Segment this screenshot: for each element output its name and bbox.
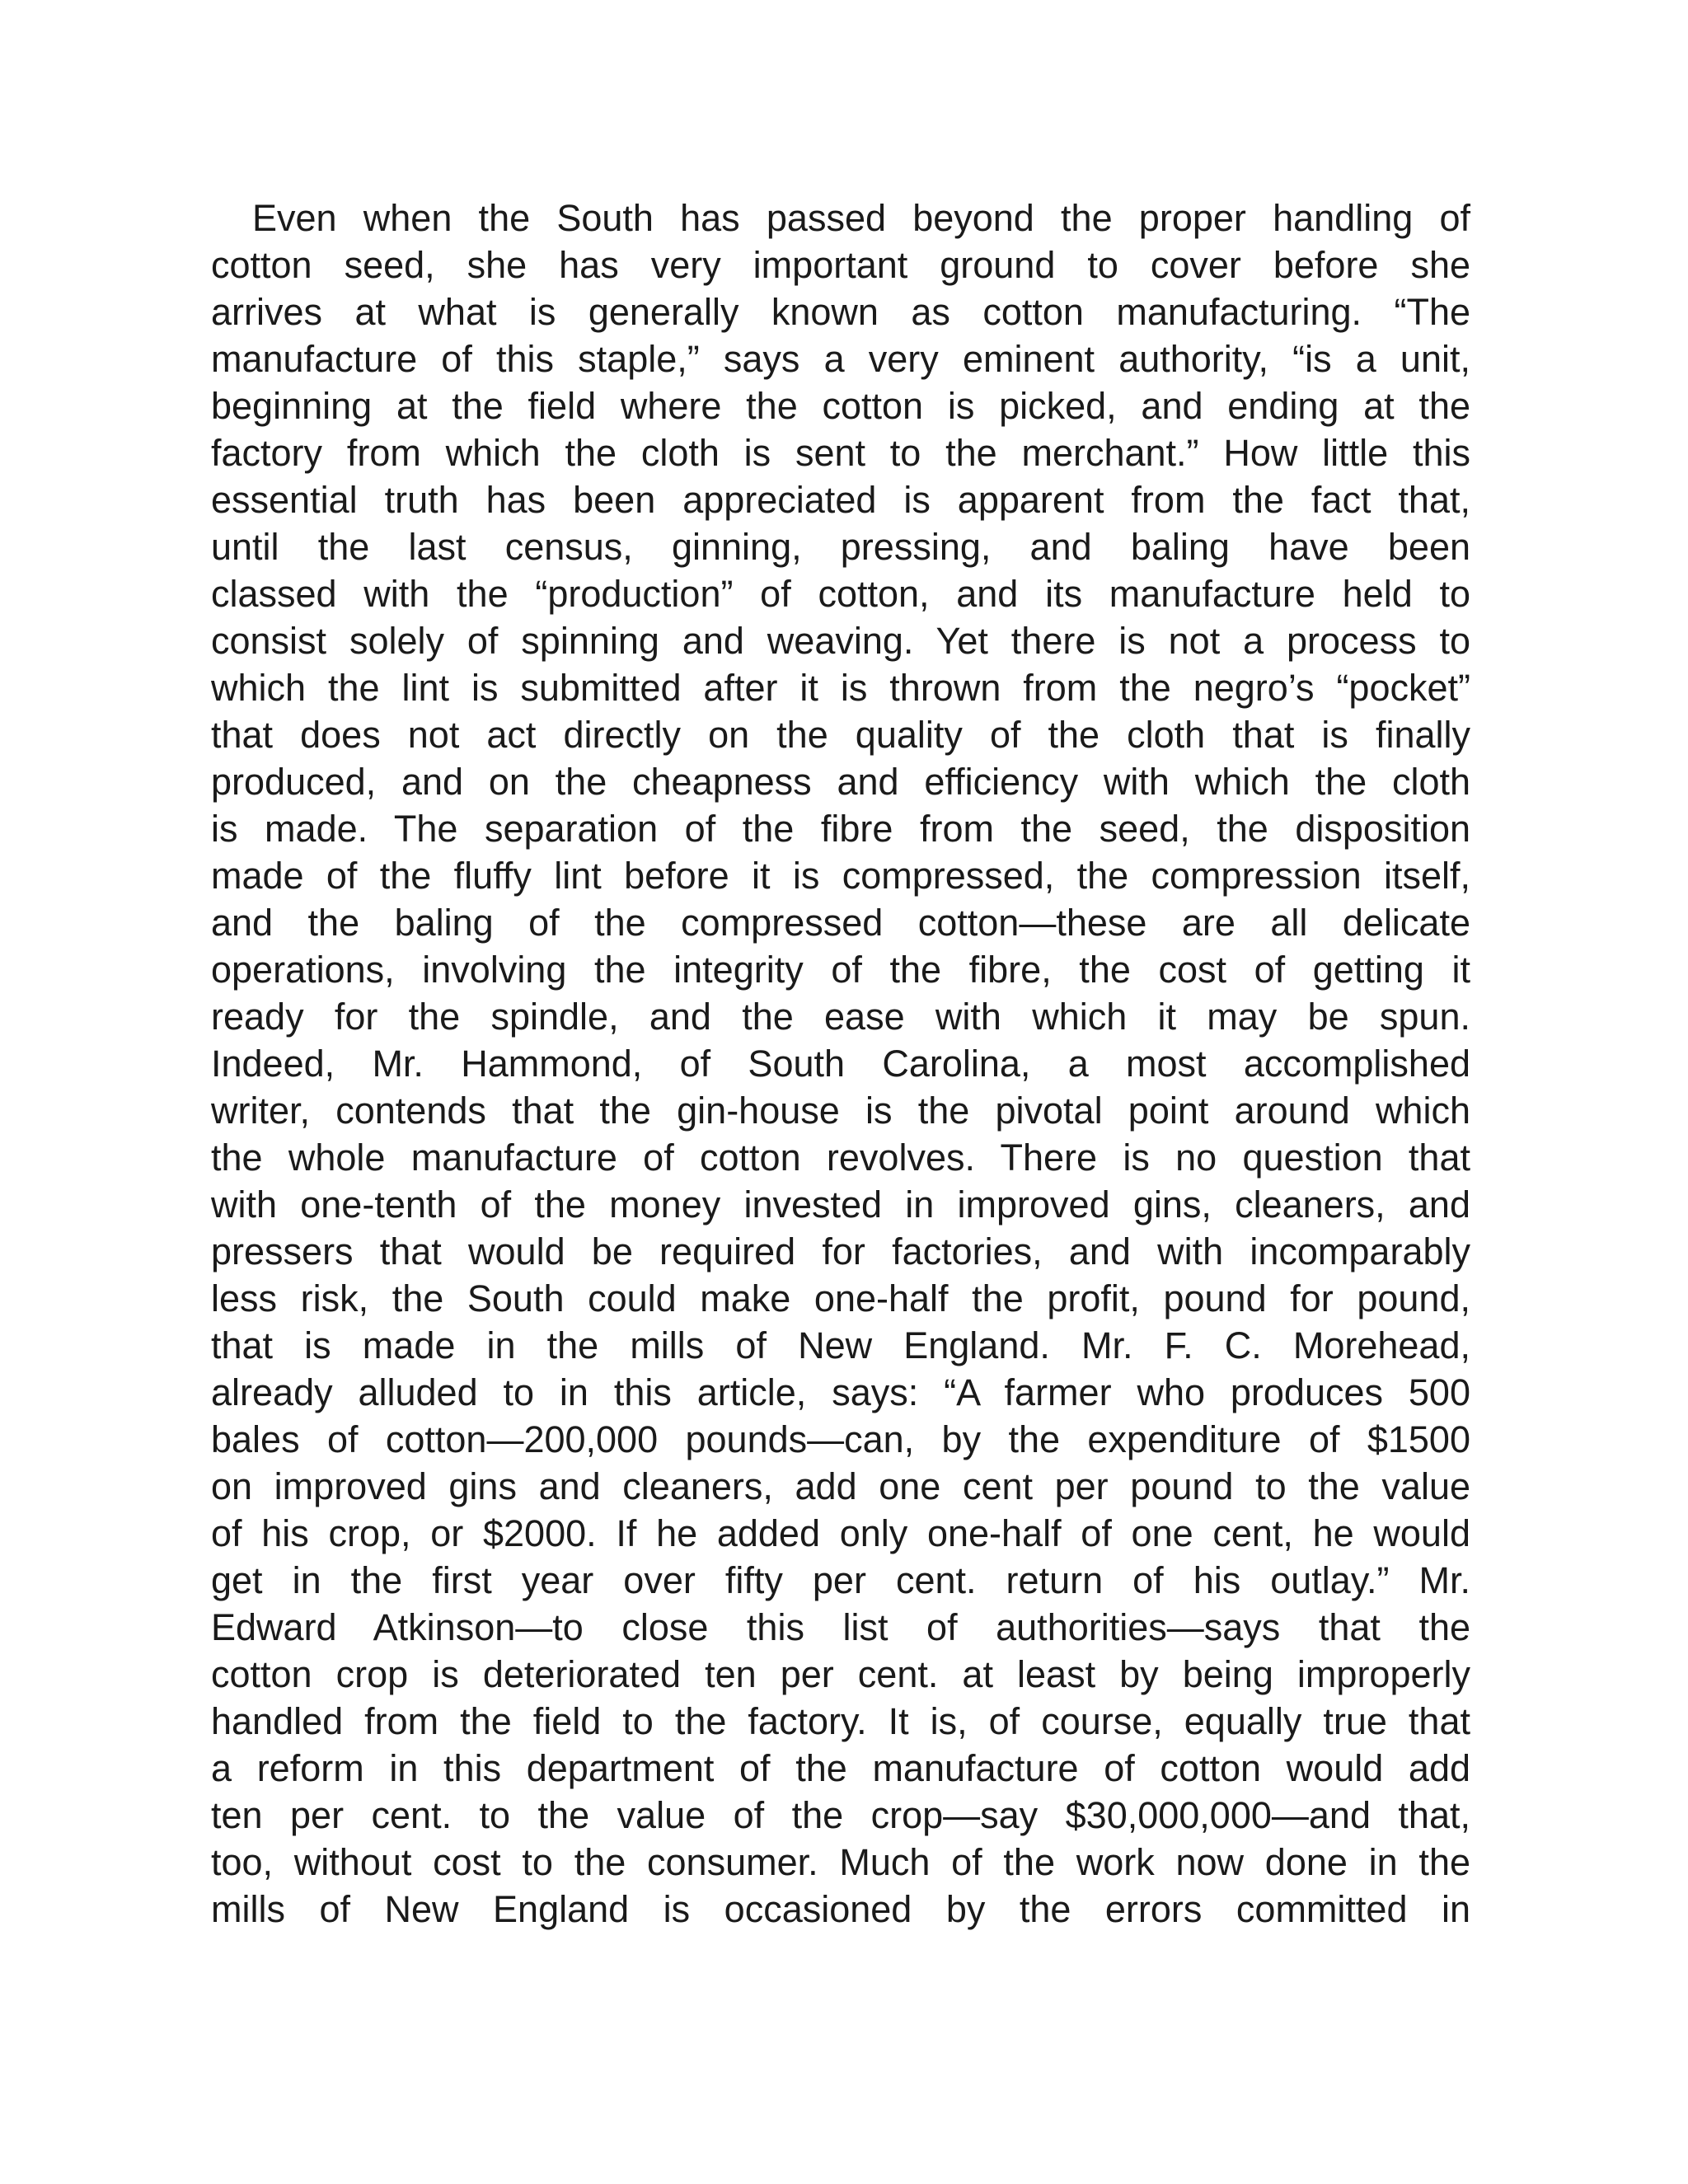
text-line: is made. The separation of the fibre from the seed, the disposition [211,808,1470,850]
text-line: get in the first year over fifty per cent. return of his outlay.” Mr. [211,1559,1470,1601]
text-line: cotton seed, she has very important ground to cover before she [211,244,1470,286]
text-line: ten per cent. to the value of the crop—say $30,000,000—and that, [211,1794,1470,1836]
text-line: beginning at the field where the cotton is picked, and ending at the [211,385,1470,427]
text-line: on improved gins and cleaners, add one cent per pound to the value [211,1465,1470,1507]
text-line: writer, contends that the gin-house is the pivotal point around which [211,1090,1470,1132]
text-line: with one-tenth of the money invested in improved gins, cleaners, and [211,1183,1470,1226]
text-line: operations, involving the integrity of the fibre, the cost of getting it [211,949,1470,991]
text-line: classed with the “production” of cotton, and its manufacture held to [211,573,1470,615]
text-line: Edward Atkinson—to close this list of authorities—says that the [211,1606,1470,1648]
text-line: pressers that would be required for factories, and with incomparably [211,1230,1470,1272]
text-line: of his crop, or $2000. If he added only one-half of one cent, he would [211,1512,1470,1554]
text-line: consist solely of spinning and weaving. Yet there is not a process to [211,620,1470,662]
text-line: produced, and on the cheapness and efficiency with which the cloth [211,761,1470,803]
text-line: cotton crop is deteriorated ten per cent. at least by being improperly [211,1653,1470,1695]
text-line: which the lint is submitted after it is thrown from the negro’s “pocket” [211,667,1470,709]
text-line: ready for the spindle, and the ease with which it may be spun. [211,996,1470,1038]
text-line: manufacture of this staple,” says a very eminent authority, “is a unit, [211,338,1470,380]
text-line: Indeed, Mr. Hammond, of South Carolina, a most accomplished [211,1043,1470,1085]
text-line: mills of New England is occasioned by the errors committed in [211,1888,1470,1930]
text-line: too, without cost to the consumer. Much of the work now done in the [211,1841,1470,1883]
text-line: less risk, the South could make one-half the profit, pound for pound, [211,1277,1470,1319]
text-line: factory from which the cloth is sent to the merchant.” How little this [211,432,1470,474]
text-line: that does not act directly on the quality of the cloth that is finally [211,714,1470,756]
text-line: essential truth has been appreciated is apparent from the fact that, [211,479,1470,521]
text-line: already alluded to in this article, says: “A farmer who produces 500 [211,1371,1470,1413]
text-line: until the last census, ginning, pressing, and baling have been [211,526,1470,568]
text-line: bales of cotton—200,000 pounds—can, by the expenditure of $1500 [211,1418,1470,1460]
text-line: handled from the field to the factory. It is, of course, equally true that [211,1700,1470,1742]
text-line: that is made in the mills of New England. Mr. F. C. Morehead, [211,1324,1470,1366]
text-line: arrives at what is generally known as cotton manufacturing. “The [211,291,1470,333]
text-line: and the baling of the compressed cotton—these are all delicate [211,902,1470,944]
text-line: Even when the South has passed beyond the proper handling of [252,197,1470,239]
text-line: made of the fluffy lint before it is compressed, the compression itself, [211,855,1470,897]
text-line: the whole manufacture of cotton revolves. There is no question that [211,1137,1470,1179]
body-paragraph [211,194,1470,1933]
text-line: a reform in this department of the manufacture of cotton would add [211,1747,1470,1789]
